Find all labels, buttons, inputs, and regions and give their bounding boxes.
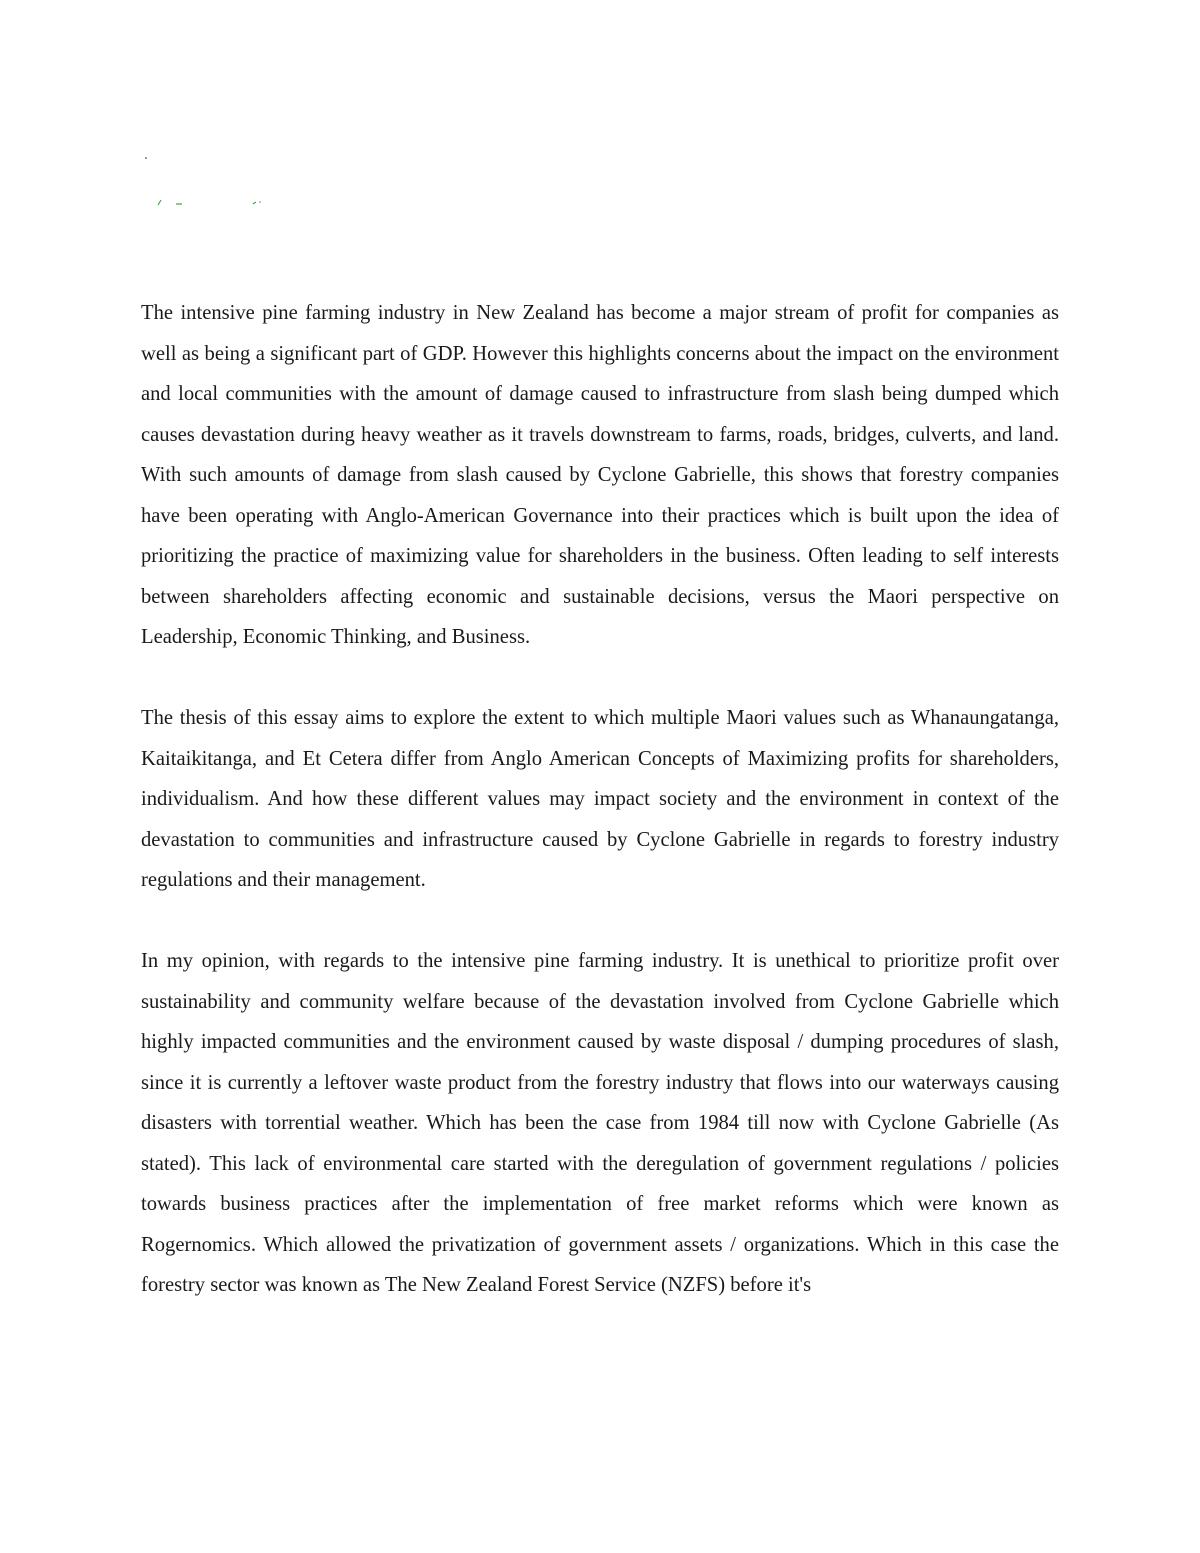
scan-artifact-dot <box>145 157 147 159</box>
faded-heading-marks <box>152 196 272 210</box>
paragraph-introduction: The intensive pine farming industry in New Zealand has become a major stream of profit for companies as well as being a significant part of GDP. However this highlights concerns about the impact on the environment and local communities with the amount of damage caused to infrastructure from slash being dumped which causes devastation during heavy weather as it travels downstream to farms, roads, bridges, culverts, and land. With such amounts of damage from slash caused by Cyclone Gabrielle, this shows that forestry companies have been operating with Anglo-American Governance into their practices which is built upon the idea of prioritizing the practice of maximizing value for shareholders in the business. Often leading to self interests between shareholders affecting economic and sustainable decisions, versus the Maori perspective on Leadership, Economic Thinking, and Business. <box>141 302 1059 648</box>
essay-body <box>141 293 1059 1306</box>
paragraph-opinion: In my opinion, with regards to the intensive pine farming industry. It is unethical to prioritize profit over sustainability and community welfare because of the devastation involved from Cyclone Gabrielle which highly impacted communities and the environment caused by waste disposal / dumping procedures of slash, since it is currently a leftover waste product from the forestry industry that flows into our waterways causing disasters with torrential weather. Which has been the case from 1984 till now with Cyclone Gabrielle (As stated). This lack of environmental care started with the deregulation of government regulations / policies towards business practices after the implementation of free market reforms which were known as Rogernomics. Which allowed the privatization of government assets / organizations. Which in this case the forestry sector was known as The New Zealand Forest Service (NZFS) before it's <box>141 950 1059 1296</box>
paragraph-thesis: The thesis of this essay aims to explore the extent to which multiple Maori values such as Whanaungatanga, Kaitaikitanga, and Et Cetera differ from Anglo American Concepts of Maximizing profits for shareholders, individualism. And how these different values may impact society and the environment in context of the devastation to communities and infrastructure caused by Cyclone Gabrielle in regards to forestry industry regulations and their management. <box>141 707 1059 891</box>
